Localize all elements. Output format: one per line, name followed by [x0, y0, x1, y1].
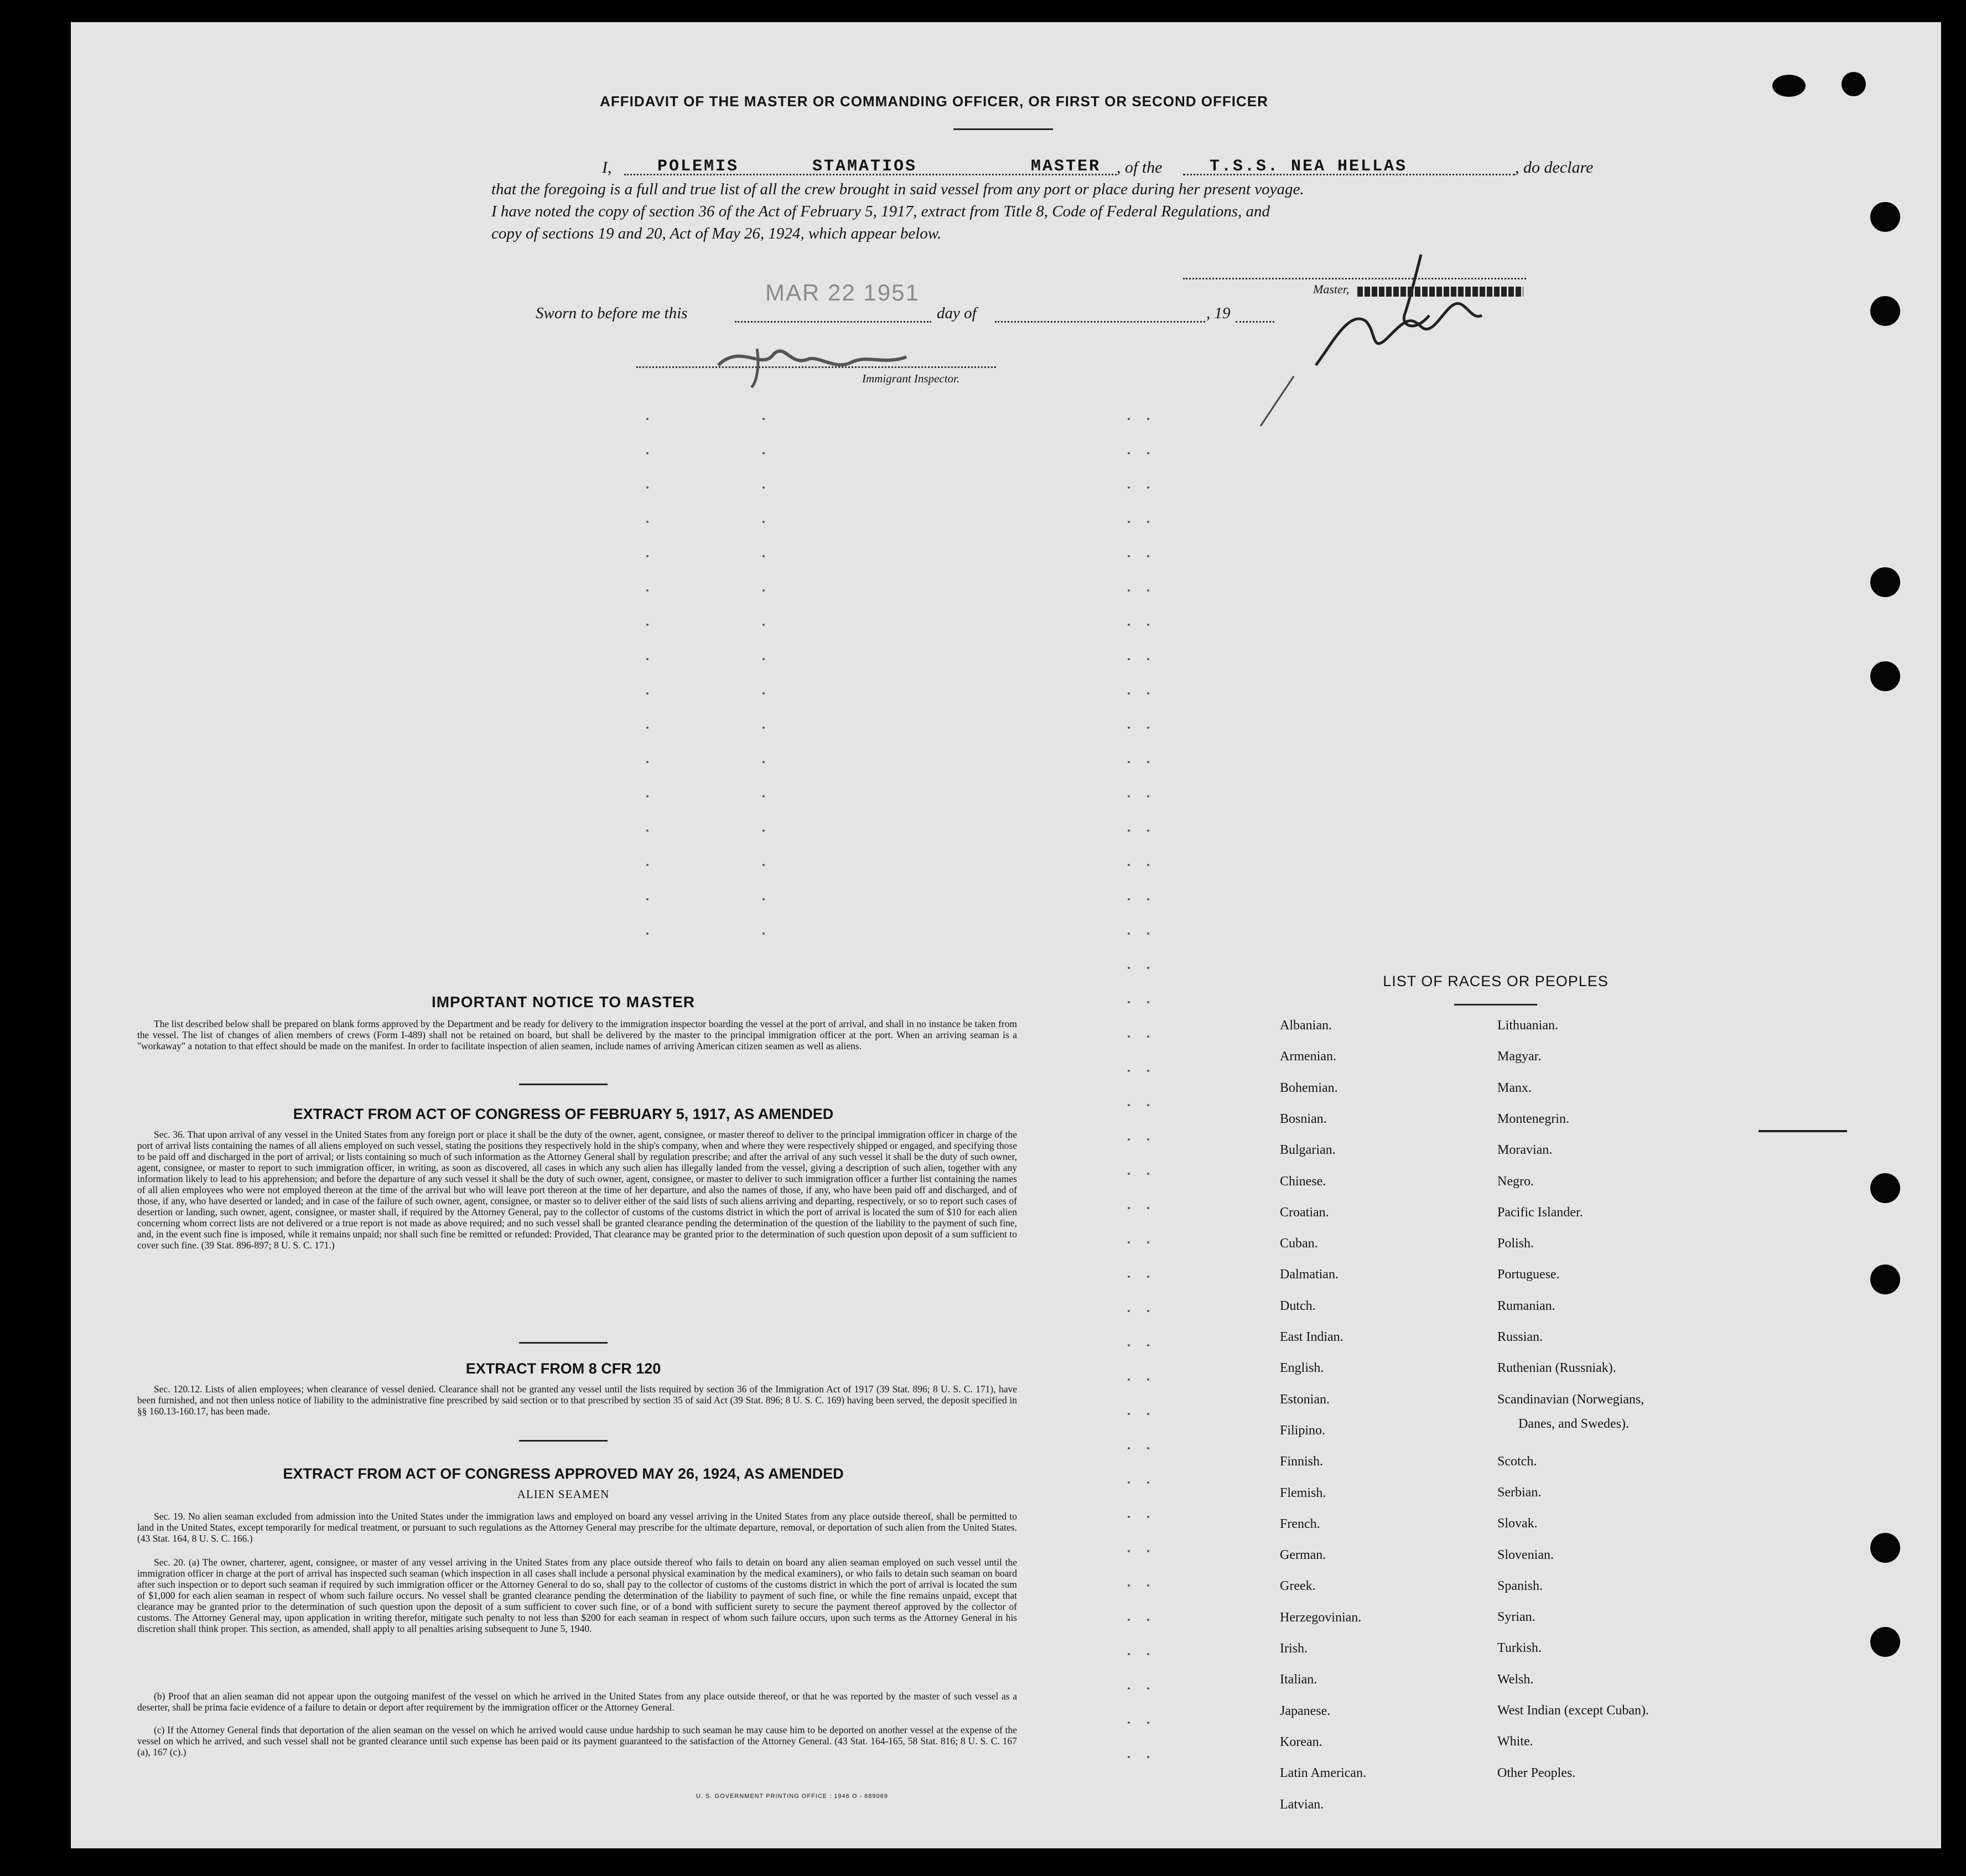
race-item: Italian.	[1280, 1672, 1317, 1687]
race-item: Welsh.	[1497, 1672, 1534, 1687]
ledger-dot	[1128, 1138, 1130, 1141]
ledger-dot	[1128, 555, 1130, 557]
ledger-dot	[1147, 1207, 1149, 1209]
ledger-dot	[1147, 486, 1149, 489]
ledger-dot	[646, 898, 649, 900]
notice-text: The list described below shall be prepared on blank forms approved by the Department and be ready for delivery to the immigration inspector boarding the vessel at the port of arrival, and shall in no instance be taken from the vessel. The list of changes of alien members of crews (Form I-489) shall not be retained on board, but shall be delivered by the master to the principal immigration officer at the port. When an arriving seaman is a "workaway" a notation to that effect should be made on the manifest. In order to facilitate inspection of alien seamen, include names of arriving American citizen seamen as well as aliens.	[137, 1018, 1017, 1051]
ledger-dot	[1128, 1722, 1130, 1724]
ledger-dot	[1128, 898, 1130, 900]
ledger-dot	[1147, 1035, 1149, 1038]
extract-cfr-divider	[519, 1440, 608, 1442]
extract-1917-divider	[519, 1342, 608, 1344]
ledger-dot	[1147, 418, 1149, 420]
race-item: Scandinavian (Norwegians,	[1497, 1392, 1645, 1407]
ledger-dot	[1128, 932, 1130, 935]
month-dotline	[995, 321, 1205, 323]
ledger-dot	[1147, 1379, 1149, 1381]
ledger-dot	[762, 624, 765, 626]
ledger-dot	[1147, 727, 1149, 729]
ledger-dot	[762, 486, 765, 489]
date-stamp: MAR 22 1951	[765, 279, 920, 305]
race-item: Other Peoples.	[1497, 1765, 1576, 1780]
affidavit-line-1	[530, 156, 1598, 178]
ledger-dot	[1128, 1344, 1130, 1346]
ledger-dot	[1147, 967, 1149, 969]
ledger-dot	[1128, 1653, 1130, 1655]
extract-1917-text: Sec. 36. That upon arrival of any vessel in the United States from any foreign port or place it shall be the duty of the owner, agent, consignee, or master thereof to deliver to the principal immigration officer in charge of the port of arrival lists containing the names of all aliens employed on such vessel, stating the positions they respectively hold in the ship's company, when and where they were respectively shipped or engaged, and specifying those to be paid off and discharged in the port of arrival; or lists containing so much of such information as the Attorney General shall by regulation prescribe; and after the arrival of any such vessel it shall be the duty of such owner, agent, consignee, or master to report to such immigration officer, in writing, as soon as discovered, all cases in which any such alien has illegally landed from the vessel, giving a description of such alien, together with any information likely to lead to his apprehension; and before the departure of any such vessel it shall be the duty of such owner, agent, consignee, or master to deliver to such immigration officer a further list containing the names of all alien employees who were not employed thereon at the time of the arrival but who will leave port thereon at the time of her departure, and also the names of those, if any, who have been paid off and discharged, and of those, if any, who have deserted or landed; and in case of the failure of such owner, agent, consignee, or master so to deliver either of the said lists of such aliens arriving and departing, respectively, or so to report such cases of desertion or landing, such owner, agent, consignee, or master shall, if required by the Attorney General, pay to the collector of customs of the customs district in which the port of arrival is located the sum of $10 for each alien concerning whom correct lists are not delivered or a true report is not made as above required; and no such vessel shall be granted clearance pending the determination of the question of the liability to the payment of such fine, and, in the event such fine is imposed, while it remains unpaid; nor shall such fine be remitted or refunded: Provided, That clearance may be granted prior to the determination of such question upon deposit of a sum sufficient to cover such fine. (39 Stat. 896-897; 8 U. S. C. 171.)	[137, 1129, 1017, 1251]
race-item: Serbian.	[1497, 1485, 1542, 1500]
punch-hole	[1870, 202, 1900, 232]
race-item: Ruthenian (Russniak).	[1497, 1361, 1616, 1376]
affidavit-title: AFFIDAVIT OF THE MASTER OR COMMANDING OFFICER, OR FIRST OR SECOND OFFICER	[600, 93, 1268, 110]
ledger-dot	[646, 589, 649, 592]
ledger-dot	[762, 727, 765, 729]
ledger-dot	[1147, 898, 1149, 900]
ledger-dot	[646, 555, 649, 557]
year-prefix: , 19	[1206, 304, 1231, 322]
race-item: Armenian.	[1280, 1049, 1336, 1064]
ledger-dot	[1147, 452, 1149, 454]
ledger-dot	[1128, 830, 1130, 832]
race-item: French.	[1280, 1516, 1320, 1531]
ledger-dot	[1147, 589, 1149, 592]
ledger-dot	[1147, 932, 1149, 935]
race-item: Slovenian.	[1497, 1547, 1554, 1562]
ledger-dot	[646, 692, 649, 695]
ledger-dot	[1128, 1001, 1130, 1003]
race-item: Negro.	[1497, 1174, 1534, 1189]
affidavit-line-3: I have noted the copy of section 36 of the Act of February 5, 1917, extract from Title 8, Code of Federal Regulations, and	[491, 203, 1270, 220]
ledger-dot	[1128, 486, 1130, 489]
race-item: Cuban.	[1280, 1236, 1318, 1251]
ledger-dot	[1128, 1035, 1130, 1038]
ledger-dot	[1128, 727, 1130, 729]
ledger-dot	[1147, 521, 1149, 523]
extract-1924-sec20b: (b) Proof that an alien seaman did not appear upon the outgoing manifest of the vessel on which he arrived in the United States from any place outside thereof, or that he was reported by the master of such vessel as a deserter, shall be prima facie evidence of a failure to detain or deport after requirement by the immigration officer or the Attorney General.	[137, 1691, 1017, 1713]
ledger-dot	[762, 521, 765, 523]
ledger-dot	[1147, 1516, 1149, 1518]
race-item: German.	[1280, 1548, 1326, 1563]
race-item: Magyar.	[1497, 1049, 1542, 1064]
ledger-dot	[1147, 1310, 1149, 1312]
race-item: Dalmatian.	[1280, 1267, 1339, 1282]
master-rank: MASTER	[1031, 157, 1101, 176]
ledger-dot	[1147, 1447, 1149, 1449]
ledger-dot	[646, 658, 649, 660]
ledger-dot	[1128, 1173, 1130, 1175]
ledger-dot	[646, 418, 649, 420]
race-item: Russian.	[1497, 1330, 1543, 1344]
race-item: Flemish.	[1280, 1485, 1326, 1500]
ledger-dot	[762, 589, 765, 592]
race-item: Spanish.	[1497, 1578, 1543, 1593]
race-item: Bulgarian.	[1280, 1143, 1336, 1158]
ledger-dot	[762, 932, 765, 935]
ledger-dot	[1128, 795, 1130, 797]
master-first-name: POLEMIS	[657, 157, 739, 176]
ledger-dot	[1147, 1104, 1149, 1106]
ledger-dot	[646, 486, 649, 489]
punch-hole	[1772, 75, 1806, 97]
extract-1924-sec20a: Sec. 20. (a) The owner, charterer, agent, consignee, or master of any vessel arriving in the United States from any place outside thereof who fails to detain on board any alien seaman employed on such vessel until the immigration officer in charge at the port of arrival has inspected such seaman (which inspection in all cases shall include a personal physical examination by the medical examiners), or who fails to detain such seaman on board after such inspection or to deport such seaman if required by such immigration officer or the Attorney General to do so, shall pay to the collector of customs of the customs district in which the port of arrival is located the sum of $1,000 for each alien seaman in respect of whom such failure occurs. No vessel shall be granted clearance pending the determination of the liability to payment of such fine, or while the fine remains unpaid, except that clearance may be granted prior to the determination of such question upon the deposit of a sum sufficient to cover such fine, or of a bond with sufficient surety to secure the payment thereof approved by the collector of customs. The Attorney General may, upon application in writing therefor, mitigate such penalty to not less than $200 for each seaman in respect of whom such failure occurs, upon such terms as the Attorney General in his discretion shall think proper. This section, as amended, shall apply to all penalties arising subsequent to June 5, 1940.	[137, 1557, 1017, 1634]
ledger-dot	[1147, 795, 1149, 797]
affidavit-prefix: I,	[602, 158, 612, 177]
race-item: West Indian (except Cuban).	[1497, 1703, 1649, 1718]
document-page	[71, 22, 1941, 1848]
ledger-dot	[1147, 658, 1149, 660]
race-item: Estonian.	[1280, 1392, 1330, 1407]
ledger-dot	[1147, 1241, 1149, 1243]
ledger-dot	[1128, 418, 1130, 420]
race-item: Albanian.	[1280, 1018, 1332, 1033]
ledger-dot	[646, 452, 649, 454]
race-item: Japanese.	[1280, 1703, 1331, 1718]
ledger-dot	[1128, 1481, 1130, 1484]
ledger-dot	[1147, 555, 1149, 557]
race-item: Latin American.	[1280, 1766, 1366, 1781]
ledger-dot	[1128, 1276, 1130, 1278]
ledger-dot	[762, 864, 765, 866]
ledger-dot	[1147, 1722, 1149, 1724]
ledger-dot	[762, 418, 765, 420]
ledger-dot	[1147, 1276, 1149, 1278]
affidavit-line-4: copy of sections 19 and 20, Act of May 26, 1924, which appear below.	[491, 225, 942, 242]
notice-title: IMPORTANT NOTICE TO MASTER	[431, 993, 696, 1010]
extract-1924-sec20c: (c) If the Attorney General finds that deportation of the alien seaman on the vessel on which he arrived would cause undue hardship to such seaman he may cause him to be deported on another vessel at the expense of the vessel on which he arrived, and such vessel shall not be granted clearance until such expense has been paid or its payment guaranteed to the satisfaction of the Attorney General. (43 Stat. 164-165, 58 Stat. 816; 8 U. S. C. 167 (a), 167 (c).)	[137, 1724, 1017, 1758]
ledger-dot	[1147, 1173, 1149, 1175]
ledger-dot	[1128, 1241, 1130, 1243]
ledger-dot	[1128, 1310, 1130, 1312]
do-declare-text: , do declare	[1515, 158, 1594, 177]
ledger-dot	[1128, 1379, 1130, 1381]
ledger-dot	[1128, 1516, 1130, 1518]
ledger-dot	[1147, 1344, 1149, 1346]
punch-hole	[1870, 296, 1900, 326]
ledger-dot	[1147, 761, 1149, 763]
ledger-dot	[1128, 1584, 1130, 1587]
ledger-dot	[1128, 967, 1130, 969]
race-item: Scotch.	[1497, 1454, 1537, 1469]
race-item: Herzegovinian.	[1280, 1610, 1362, 1625]
race-item: Montenegrin.	[1497, 1111, 1569, 1126]
race-item: Irish.	[1280, 1641, 1308, 1656]
title-underline	[953, 128, 1053, 130]
year-dotline	[1236, 321, 1274, 323]
races-title: LIST OF RACES OR PEOPLES	[1383, 973, 1609, 989]
ledger-dot	[1147, 1070, 1149, 1072]
extract-cfr-text: Sec. 120.12. Lists of alien employees; when clearance of vessel denied. Clearance shall not be granted any vessel until the lists required by section 36 of the Immigration Act of 1917 (39 Stat. 896; 8 U. S. C. 171), have been furnished, and not then unless notice of liability to the administrative fine prescribed by said section or to that prescribed by section 35 of said Act (39 Stat. 896; 8 U. S. C. 169) having been served, the deposit specified in §§ 160.13-160.17, has been made.	[137, 1383, 1017, 1417]
sworn-label: Sworn to before me this	[536, 304, 688, 322]
punch-hole	[1870, 1627, 1900, 1657]
punch-hole	[1870, 1265, 1900, 1294]
ledger-dot	[646, 864, 649, 866]
printing-office-imprint: U. S. GOVERNMENT PRINTING OFFICE : 1946 O - 689069	[696, 1793, 888, 1800]
punch-hole	[1870, 661, 1900, 691]
race-item: Lithuanian.	[1497, 1018, 1558, 1033]
race-item: Croatian.	[1280, 1205, 1329, 1220]
extract-cfr-title: EXTRACT FROM 8 CFR 120	[465, 1360, 661, 1377]
race-item: Turkish.	[1497, 1641, 1542, 1656]
ledger-dot	[1147, 1619, 1149, 1621]
notice-divider	[519, 1084, 608, 1085]
ledger-dot	[1147, 1550, 1149, 1552]
race-item: Portuguese.	[1497, 1267, 1560, 1282]
ledger-dot	[1128, 1104, 1130, 1106]
race-item: Syrian.	[1497, 1610, 1536, 1625]
ledger-dot	[762, 830, 765, 832]
ledger-dot	[1147, 1653, 1149, 1655]
ledger-dot	[1128, 521, 1130, 523]
race-item: Bosnian.	[1280, 1111, 1327, 1126]
ledger-dot	[646, 727, 649, 729]
punch-hole	[1870, 1173, 1900, 1203]
ledger-dot	[762, 452, 765, 454]
ledger-dot	[1128, 589, 1130, 592]
ledger-dot	[1128, 1413, 1130, 1415]
ledger-dot	[1128, 864, 1130, 866]
punch-hole	[1841, 72, 1866, 96]
race-item: Slovak.	[1497, 1516, 1538, 1531]
vessel-name: T.S.S. NEA HELLAS	[1210, 157, 1408, 176]
race-item: East Indian.	[1280, 1330, 1343, 1344]
ledger-dot	[1147, 1584, 1149, 1587]
stray-mark	[1758, 1130, 1847, 1132]
sworn-dotline	[735, 321, 931, 323]
race-item: Chinese.	[1280, 1174, 1326, 1189]
ledger-dot	[1128, 1447, 1130, 1449]
ledger-dot	[1147, 1756, 1149, 1758]
ledger-dot	[1147, 864, 1149, 866]
ledger-dot	[1128, 692, 1130, 695]
race-continuation: Danes, and Swedes).	[1518, 1417, 1629, 1431]
ledger-dot	[1128, 1756, 1130, 1758]
ledger-dot	[762, 658, 765, 660]
race-item: Pacific Islander.	[1497, 1205, 1583, 1220]
master-label: Master,	[1313, 282, 1350, 296]
ledger-dot	[1128, 1619, 1130, 1621]
ledger-dot	[646, 521, 649, 523]
race-item: Bohemian.	[1280, 1080, 1338, 1095]
ledger-dot	[762, 795, 765, 797]
race-item: Rumanian.	[1497, 1298, 1555, 1313]
race-item: Polish.	[1497, 1236, 1534, 1251]
inspector-label: Immigrant Inspector.	[862, 372, 960, 385]
ledger-dot	[1128, 1070, 1130, 1072]
race-item: English.	[1280, 1361, 1324, 1376]
ledger-dot	[1128, 1687, 1130, 1690]
ledger-dot	[1147, 624, 1149, 626]
ledger-dot	[1147, 830, 1149, 832]
ledger-dot	[1147, 692, 1149, 695]
race-item: White.	[1497, 1734, 1533, 1749]
ledger-dot	[1147, 1687, 1149, 1690]
ledger-dot	[1147, 1138, 1149, 1141]
race-item: Moravian.	[1497, 1143, 1553, 1158]
race-item: Dutch.	[1280, 1298, 1316, 1313]
ledger-dot	[1128, 761, 1130, 763]
punch-hole	[1870, 1533, 1900, 1563]
master-surname: STAMATIOS	[812, 157, 917, 176]
ledger-dot	[646, 624, 649, 626]
ledger-dot	[646, 761, 649, 763]
affidavit-line-2: that the foregoing is a full and true list of all the crew brought in said vessel from any port or place during her present voyage.	[491, 180, 1304, 198]
races-title-underline	[1454, 1004, 1537, 1006]
race-item: Greek.	[1280, 1579, 1316, 1594]
ledger-dot	[646, 830, 649, 832]
ledger-dot	[646, 795, 649, 797]
of-the-text: , of the	[1117, 158, 1163, 177]
punch-hole	[1870, 567, 1900, 597]
ledger-dot	[1147, 1413, 1149, 1415]
race-item: Finnish.	[1280, 1454, 1324, 1469]
master-signature	[1238, 243, 1537, 426]
ledger-dot	[762, 555, 765, 557]
extract-1924-sec19: Sec. 19. No alien seaman excluded from admission into the United States under the immigration laws and employed on board any vessel arriving in the United States from any place outside thereof, shall be permitted to land in the United States, except temporarily for medical treatment, or pursuant to such regulations as the Attorney General may prescribe for the ultimate departure, removal, or deportation of such alien from the United States. (43 Stat. 164, 8 U. S. C. 166.)	[137, 1511, 1017, 1544]
ledger-dot	[762, 761, 765, 763]
ledger-dot	[1128, 658, 1130, 660]
ledger-dot	[1128, 624, 1130, 626]
ledger-dot	[1128, 1550, 1130, 1552]
extract-1924-title: EXTRACT FROM ACT OF CONGRESS APPROVED MAY 26, 1924, AS AMENDED	[283, 1465, 844, 1482]
alien-seamen-subtitle: ALIEN SEAMEN	[517, 1488, 610, 1501]
ledger-dot	[762, 692, 765, 695]
ledger-dot	[1128, 1207, 1130, 1209]
day-of-label: day of	[937, 304, 977, 322]
extract-1917-title: EXTRACT FROM ACT OF CONGRESS OF FEBRUARY 5, 1917, AS AMENDED	[293, 1106, 834, 1122]
race-item: Filipino.	[1280, 1423, 1326, 1438]
ledger-dot	[646, 932, 649, 935]
ledger-dot	[1147, 1001, 1149, 1003]
race-item: Latvian.	[1280, 1797, 1324, 1812]
race-item: Korean.	[1280, 1734, 1322, 1749]
ledger-dot	[762, 898, 765, 900]
ledger-dot	[1147, 1481, 1149, 1484]
ledger-dot	[1128, 452, 1130, 454]
race-item: Manx.	[1497, 1080, 1532, 1095]
